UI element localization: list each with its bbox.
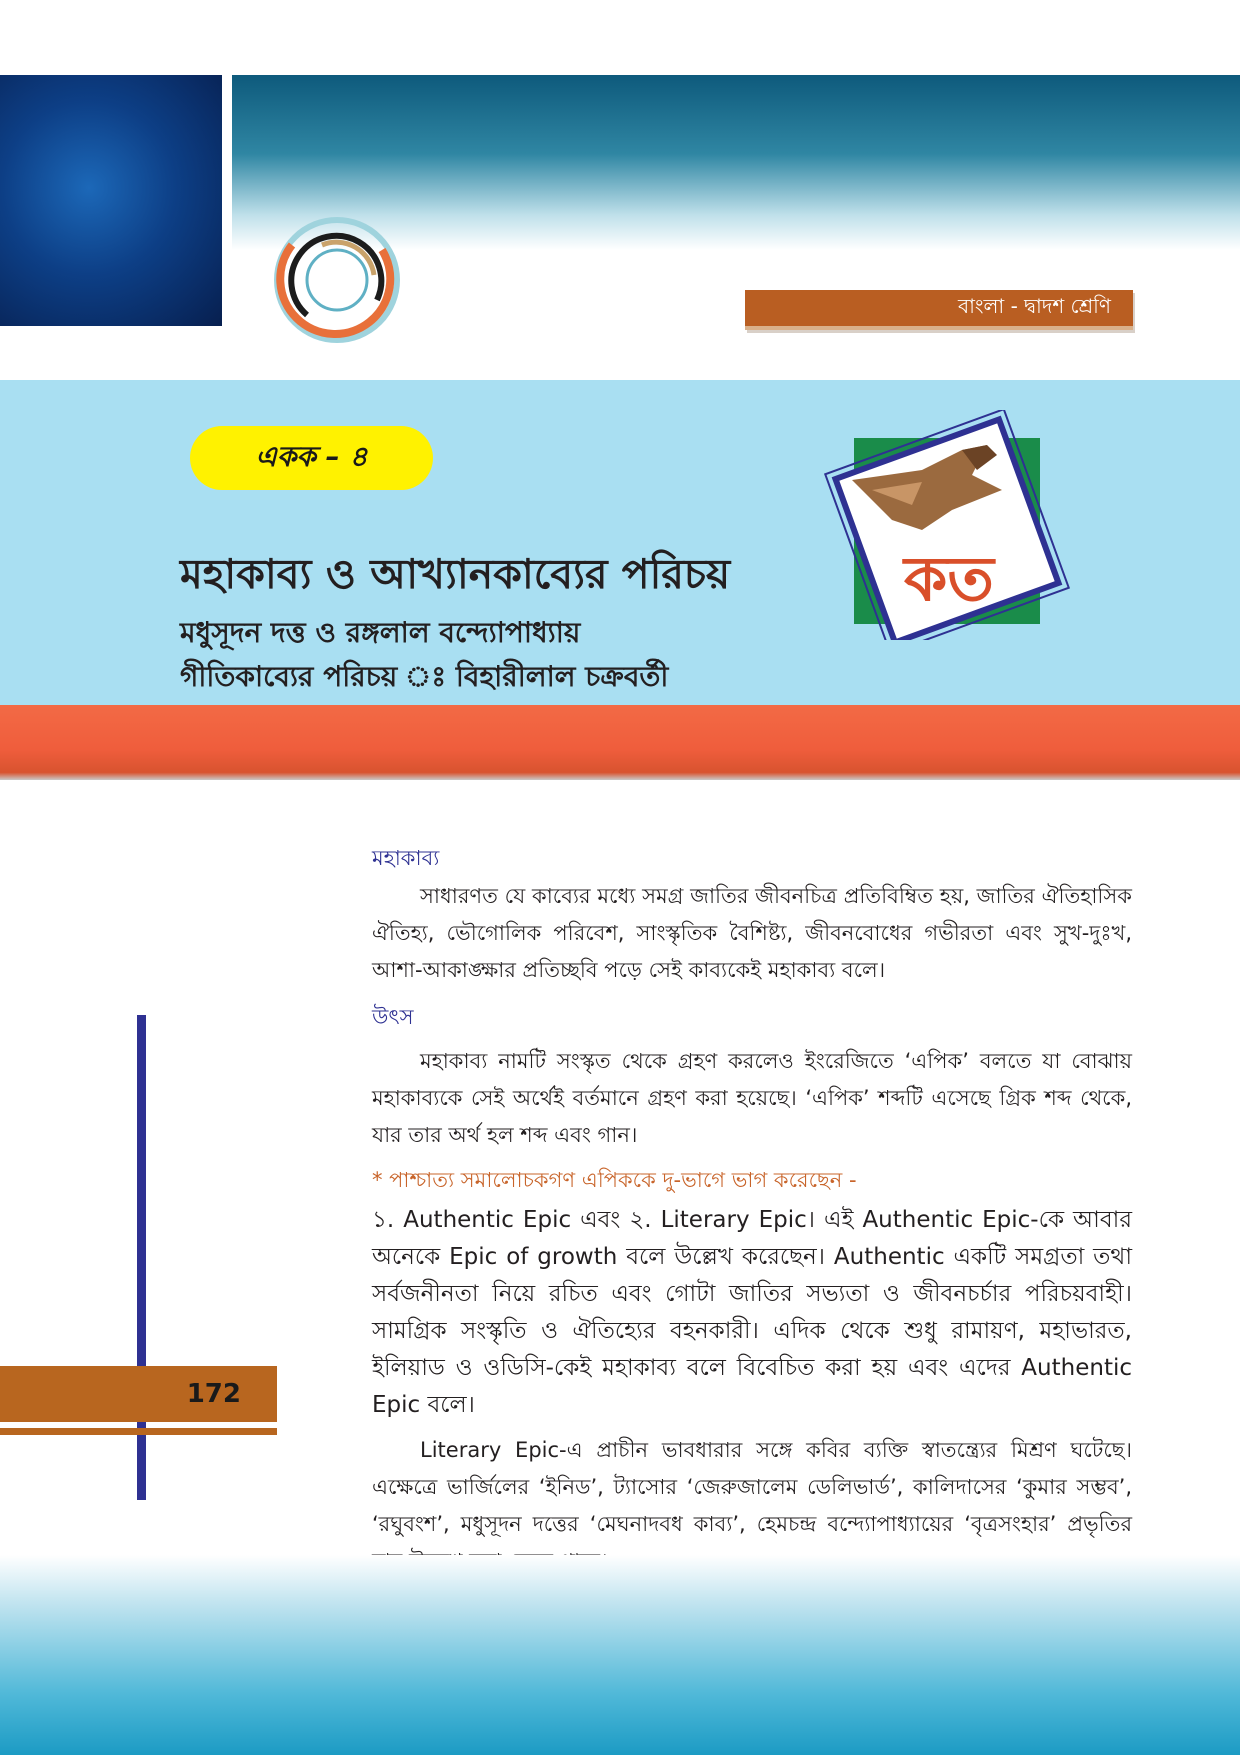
- chapter-subtitle: মধুসূদন দত্ত ও রঙ্গলাল বন্দ্যোপাধ্যায়: [180, 616, 581, 649]
- page-number-stripe: [0, 1428, 277, 1435]
- bottom-banner: [0, 1555, 1240, 1755]
- section-heading-origin: উৎস: [372, 1005, 414, 1029]
- subject-header: [745, 290, 1133, 330]
- section-heading-classification: * পাশ্চাত্য সমালোচকগণ এপিককে দু-ভাগে ভাগ করেছেন -: [372, 1168, 857, 1192]
- main-content: [372, 840, 1132, 1580]
- page-number-box: [0, 1366, 277, 1422]
- paragraph-authentic-epic: ১. Authentic Epic এবং ২. Literary Epic। এই Authentic Epic-কে আবার অনেকে Epic of growth বলে উল্লেখ করেছেন। Authentic একটি সমগ্রতা তথা সর্বজনীনতা নিয়ে রচিত এবং গোটা জাতির সভ্যতা ও জীবনচর্চার পরিচয়বাহী। সামগ্রিক সংস্কৃতি ও ঐতিহ্যের বহনকারী। এদিক থেকে শুধু রামায়ণ, মহাভারত, ইলিয়াড ও ওডিসি-কেই মহাকাব্য বলে বিবেচিত করা হয় এবং এদের Authentic Epic বলে।: [372, 1207, 1132, 1418]
- paragraph-epic-definition: সাধারণত যে কাব্যের মধ্যে সমগ্র জাতির জীবনচিত্র প্রতিবিম্বিত হয়, জাতির ঐতিহাসিক ঐতিহ্য, ভৌগোলিক পরিবেশ, সাংস্কৃতিক বৈশিষ্ট্য, জীবনবোধের গভীরতা এবং সুখ-দুঃখ, আশা-আকাঙ্ক্ষার প্রতিচ্ছবি পড়ে সেই কাব্যকেই মহাকাব্য বলে।: [372, 884, 1132, 982]
- subject-label: বাংলা - দ্বাদশ শ্রেণি: [957, 293, 1111, 318]
- unit-label: একক – ৪: [255, 439, 368, 473]
- chapter-title: মহাকাব্য ও আখ্যানকাব্যের পরিচয়: [180, 550, 731, 598]
- corner-decoration: [0, 75, 222, 326]
- ring-logo-icon: [262, 205, 412, 355]
- orange-divider-band: [0, 705, 1240, 780]
- paragraph-literary-epic: Literary Epic-এ প্রাচীন ভাবধারার সঙ্গে কবির ব্যক্তি স্বাতন্ত্র্যের মিশ্রণ ঘটেছে। এক্ষেত্রে ভার্জিলের ‘ইনিড’, ট্যাসোর ‘জেরুজালেম ডেলিভার্ড’, কালিদাসের ‘কুমার সম্ভব’, ‘রঘুবংশ’, মধুসূদন দত্তের ‘মেঘনাদবধ কাব্য’, হেমচন্দ্র বন্দ্যোপাধ্যায়ের ‘বৃত্রসংহার’ প্রভৃতির: [372, 1438, 1132, 1536]
- section-heading-epic: মহাকাব্য: [372, 846, 440, 870]
- logo-letters: কত: [904, 542, 994, 615]
- chapter-subtitle-secondary: গীতিকাব্যের পরিচয় ঃ বিহারীলাল চক্রবর্তী: [180, 660, 669, 693]
- page-number: 172: [186, 1379, 241, 1409]
- eagle-logo-icon: [812, 410, 1082, 640]
- unit-badge: [190, 426, 433, 490]
- corner-gap: [222, 75, 232, 326]
- paragraph-epic-origin: মহাকাব্য নামটি সংস্কৃত থেকে গ্রহণ করলেও ইংরেজিতে ‘এপিক’ বলতে যা বোঝায় মহাকাব্যকে সেই অর্থেই বর্তমানে গ্রহণ করা হয়েছে। ‘এপিক’ শব্দটি এসেছে গ্রিক শব্দ থেকে, যার তার অর্থ হল শব্দ এবং গান।: [372, 1049, 1132, 1147]
